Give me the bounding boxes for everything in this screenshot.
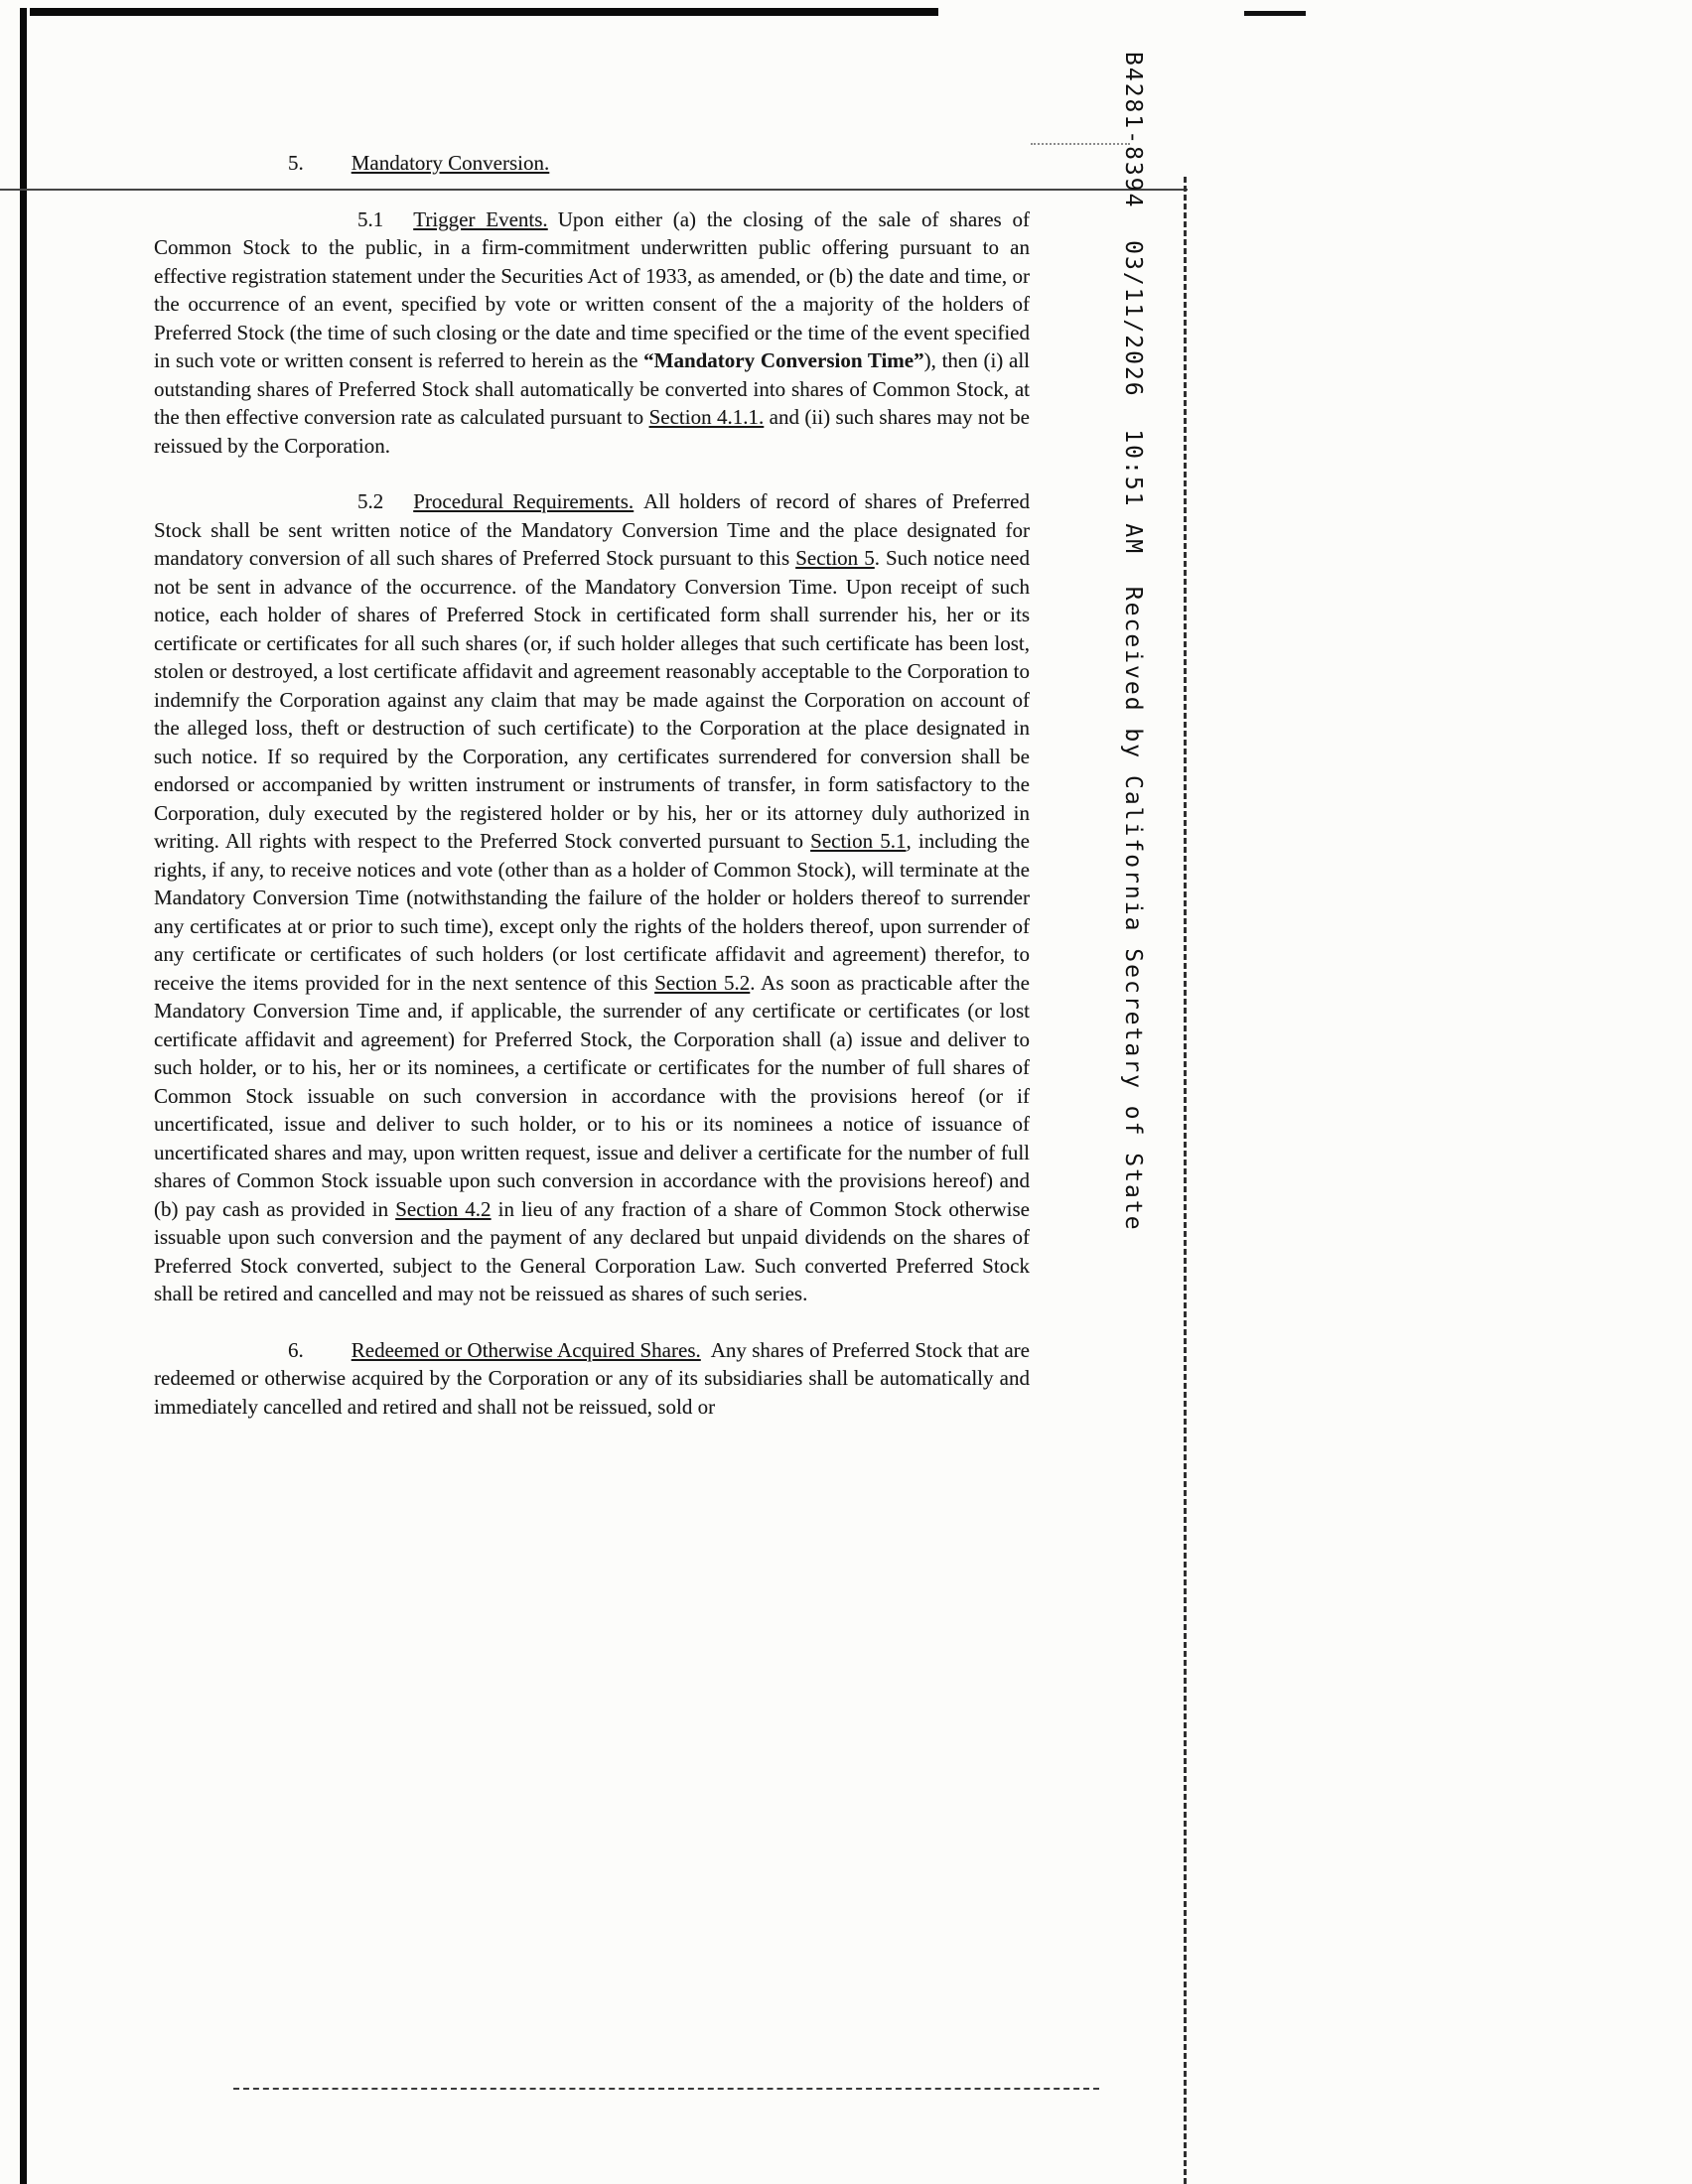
body-text: Any shares of Preferred Stock that are redeemed or otherwise acquired by the Corporation or any of its subsidiaries shall be automatically and immediately cancelled and retired and shall not be reissued, sold or: [154, 1337, 1030, 1419]
paragraph-6: [154, 1336, 1030, 1422]
document-body: [154, 149, 1030, 1421]
body-text: and (ii) such shares may not be reissued by the Corporation.: [154, 405, 1030, 458]
body-text: . Such notice need not be sent in advance of the occurrence. of the Mandatory Conversion Time. Upon receipt of such notice, each holder of shares of Preferred Stock in certificated form shall surrender his, her or its certificate or certificates for all such shares (or, if such holder alleges that such certificate has been lost, stolen or destroyed, a lost certificate affidavit and agreement reasonably acceptable to the Corporation to indemnify the Corporation against any claim that may be made against the Corporation on account of the alleged loss, theft or destruction of such certificate) to the Corporation at the place designated in such notice. If so required by the Corporation, any certificates surrendered for conversion shall be endorsed or accompanied by written instrument or instruments of transfer, in form satisfactory to the Corporation, duly executed by the registered holder or by his, her or its attorney duly authorized in writing. All rights with respect to the Preferred Stock converted pursuant to: [154, 546, 1031, 853]
body-text: , including the rights, if any, to receive notices and vote (other than as a holder of Common Stock), will terminate at the Mandatory Conversion Time (notwithstanding the failure of the holder or holders thereof to surrender any certificates at or prior to such time), except only the rights of the holders thereof, upon surrender of any certificate or certificates of such holders (or lost certificate affidavit and agreement) therefor, to receive the items provided for in the next sentence of this: [154, 829, 1030, 995]
section-6-number: 6.: [288, 1337, 304, 1362]
filing-stamp-vertical: B4281-8394 03/11/2026 10:51 AM Received by California Secretary of State: [1120, 52, 1146, 1232]
section-5-heading: [154, 149, 1030, 178]
scan-dashed-bottom-line: [233, 2088, 1099, 2090]
scan-dashed-vertical-line: [1184, 177, 1187, 2184]
paragraph-5-2: [154, 487, 1030, 1308]
paragraph-5-1: [154, 205, 1030, 461]
subsection-5-1-number: 5.1: [357, 206, 384, 231]
subsection-5-2-number: 5.2: [357, 489, 384, 513]
scan-border-top-dash: [1244, 11, 1306, 16]
section-ref-4-1-1: Section 4.1.1.: [648, 405, 765, 429]
section-ref-4-2: Section 4.2: [395, 1196, 492, 1221]
section-5-title: Mandatory Conversion.: [351, 151, 550, 175]
body-text: . As soon as practicable after the Mandatory Conversion Time and, if applicable, the surrender of any certificate or certificates (or lost certificate affidavit and agreement) for Preferred Stock, the Corporation shall (a) issue and deliver to such holder, or to his, her or its nominees, a certificate or certificates for the number of full shares of Common Stock issuable on such conversion in accordance with the provisions hereof (or if uncertificated, issue and deliver to such holder, or to his or its nominees a notice of issuance of uncertificated shares and may, upon written request, issue and deliver a certificate for the number of full shares of Common Stock issuable upon such conversion in accordance with the provisions hereof) and (b) pay cash as provided in: [154, 970, 1030, 1221]
body-text: All holders of record of shares of Preferred Stock shall be sent written notice of the Mandatory Conversion Time and the place designated for mandatory conversion of all such shares of Preferred Stock pursuant to this: [154, 489, 1030, 570]
body-text: in lieu of any fraction of a share of Common Stock otherwise issuable upon such conversion and the payment of any declared but unpaid dividends on the shares of Preferred Stock converted, subject to the General Corporation Law. Such converted Preferred Stock shall be retired and cancelled and may not be reissued as shares of such series.: [154, 1196, 1030, 1305]
scan-border-top: [30, 8, 938, 16]
scan-dotted-artifact: [1031, 143, 1130, 145]
section-ref-5-1: Section 5.1: [810, 829, 907, 853]
subsection-5-2-title: Procedural Requirements.: [413, 489, 634, 513]
body-text: ), then (i) all outstanding shares of Preferred Stock shall automatically be converted into shares of Common Stock, at the then effective conversion rate as calculated pursuant to: [154, 348, 1030, 429]
scan-border-left: [20, 8, 27, 2184]
section-ref-5-2: Section 5.2: [654, 970, 751, 995]
section-6-title: Redeemed or Otherwise Acquired Shares.: [351, 1337, 701, 1362]
defined-term-mandatory-conversion-time: “Mandatory Conversion Time”: [643, 348, 924, 372]
section-ref-5: Section 5: [795, 546, 875, 570]
body-text: Upon either (a) the closing of the sale of shares of Common Stock to the public, in a firm-commitment underwritten public offering pursuant to an effective registration statement under the Securities Act of 1933, as amended, or (b) the date and time, or the occurrence of an event, specified by vote or written consent of the a majority of the holders of Preferred Stock (the time of such closing or the date and time specified or the time of the event specified in such vote or written consent is referred to herein as the: [154, 206, 1030, 372]
section-5-number: 5.: [288, 151, 304, 175]
subsection-5-1-title: Trigger Events.: [413, 206, 548, 231]
